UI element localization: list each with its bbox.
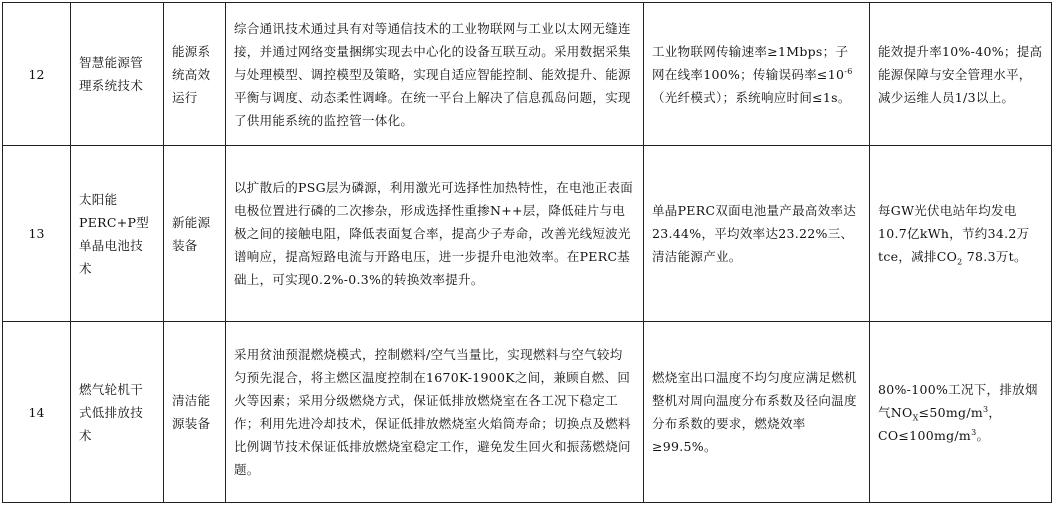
benefits: 每GW光伏电站年均发电10.7亿kWh，节约34.2万tce，减排$CO_2$ 78.3万t。 xyxy=(870,146,1052,322)
category: 能源系统高效运行 xyxy=(164,3,226,146)
key-indicators: 单晶PERC双面电池量产最高效率达23.44%，平均效率达23.22%三、清洁能源产业。 xyxy=(644,146,870,322)
category: 清洁能源装备 xyxy=(164,322,226,503)
row-number: 14 xyxy=(3,322,71,503)
key-indicators: 工业物联网传输速率≥1Mbps；子网在线率100%；传输误码率$\le 10^{-6}$（光纤模式）；系统响应时间≤1s。 xyxy=(644,3,870,146)
key-indicators: 燃烧室出口温度不均匀度应满足燃机整机对周向温度分布系数及径向温度分布系数的要求，燃烧效率≥99.5%。 xyxy=(644,322,870,503)
technology-name: 太阳能PERC+P型单晶电池技术 xyxy=(71,146,164,322)
row-number: 12 xyxy=(3,3,71,146)
technology-table xyxy=(2,2,1052,503)
technology-name: 智慧能源管理系统技术 xyxy=(71,3,164,146)
main-content: 采用贫油预混燃烧模式，控制燃料/空气当量比，实现燃料与空气较均匀预先混合，将主燃区温度控制在1670K-1900K之间，兼顾自燃、回火等因素；采用分级燃烧方式，保证低排放燃烧室在各工况下稳定工作；利用先进冷却技术，保证低排放燃烧室火焰筒寿命；切换点及燃料比例调节技术保证低排放燃烧室稳定工作，避免发生回火和振荡燃烧问题。 xyxy=(226,322,644,503)
technology-name: 燃气轮机干式低排放技术 xyxy=(71,322,164,503)
category: 新能源装备 xyxy=(164,146,226,322)
table-row xyxy=(3,322,1052,503)
table-row xyxy=(3,146,1052,322)
main-content: 以扩散后的PSG层为磷源，利用激光可选择性加热特性，在电池正表面电极位置进行磷的二次掺杂，形成选择性重掺N++层，降低硅片与电极之间的接触电阻，降低表面复合率，提高少子寿命，改善光线短波光谱响应，提高短路电流与开路电压，进一步提升电池效率。在PERC基础上，可实现0.2%-0.3%的转换效率提升。 xyxy=(226,146,644,322)
benefits: 80%-100%工况下，排放烟气$NO_X\le 50mg/m^3$，$CO\le 100mg/m^3$。 xyxy=(870,322,1052,503)
main-content: 综合通讯技术通过具有对等通信技术的工业物联网与工业以太网无缝连接，并通过网络变量捆绑实现去中心化的设备互联互动。采用数据采集与处理模型、调控模型及策略，实现自适应智能控制、能效提升、能源平衡与调度、动态柔性调峰。在统一平台上解决了信息孤岛问题，实现了供用能系统的监控管一体化。 xyxy=(226,3,644,146)
benefits: 能效提升率10%-40%；提高能源保障与安全管理水平，减少运维人员1/3以上。 xyxy=(870,3,1052,146)
table-row xyxy=(3,3,1052,146)
row-number: 13 xyxy=(3,146,71,322)
